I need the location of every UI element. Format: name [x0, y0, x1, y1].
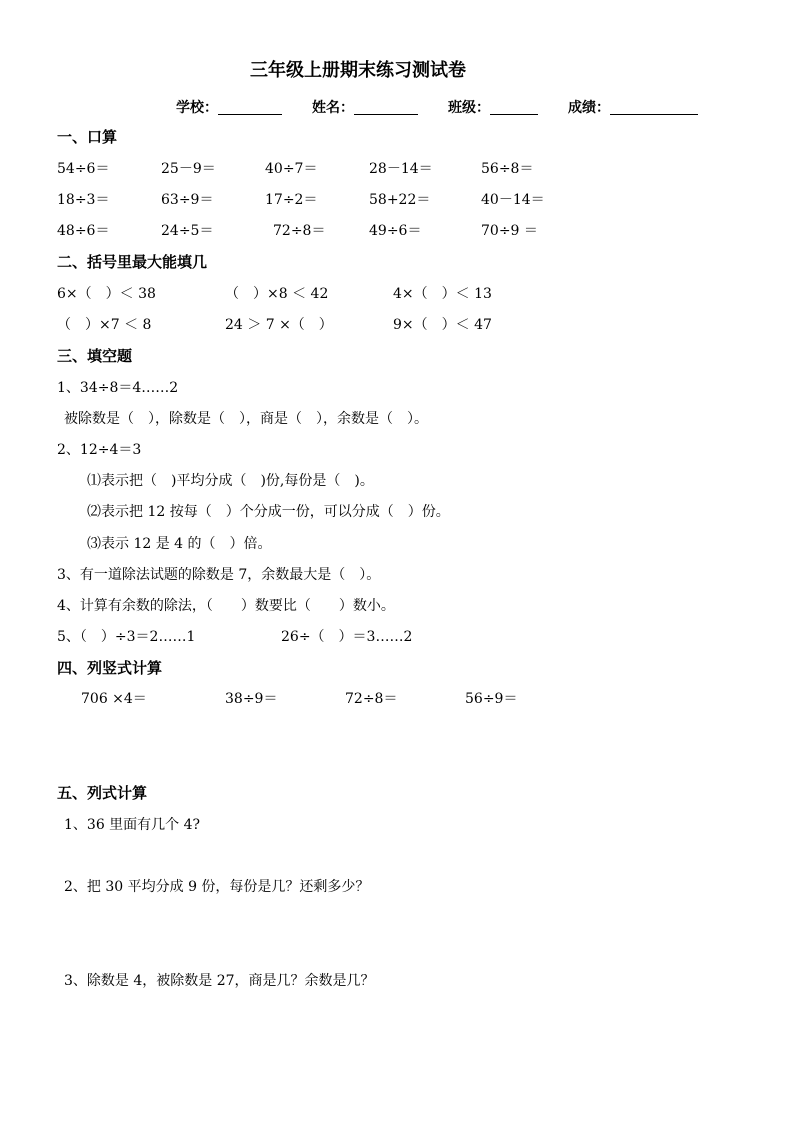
word-problem-1: 1、36 里面有几个 4? — [64, 817, 201, 833]
mental-math-item: 48÷6＝ — [57, 223, 110, 239]
mental-math-item: 25－9＝ — [161, 161, 216, 177]
school-label: 学校： — [176, 100, 218, 116]
mental-math-item: 40－14＝ — [481, 192, 545, 208]
max-fill-item: （ ）×8 ＜ 42 — [225, 286, 329, 302]
vertical-calc-item: 72÷8＝ — [345, 691, 398, 707]
fill-question-2a: ⑴表示把（ )平均分成（ )份,每份是（ )。 — [87, 473, 374, 489]
score-blank[interactable] — [610, 100, 698, 115]
mental-math-item: 72÷8＝ — [273, 223, 326, 239]
school-blank[interactable] — [218, 100, 282, 115]
section-2-heading: 二、括号里最大能填几 — [57, 253, 208, 271]
class-label: 班级： — [448, 100, 490, 116]
fill-question-2c: ⑶表示 12 是 4 的（ ）倍。 — [87, 536, 272, 552]
word-problem-2: 2、把 30 平均分成 9 份，每份是几？还剩多少？ — [64, 879, 370, 895]
vertical-calc-item: 38÷9＝ — [225, 691, 278, 707]
name-blank[interactable] — [354, 100, 418, 115]
max-fill-item: 4×（ ）＜ 13 — [393, 286, 492, 302]
section-4-heading: 四、列竖式计算 — [57, 659, 163, 677]
mental-math-item: 58+22＝ — [369, 192, 431, 208]
word-problem-3: 3、除数是 4，被除数是 27，商是几？余数是几？ — [64, 973, 375, 989]
fill-question-2: 2、12÷4＝3 — [57, 442, 142, 458]
score-field — [568, 100, 698, 115]
fill-question-1: 1、34÷8＝4……2 — [57, 380, 179, 396]
name-field — [312, 100, 418, 115]
section-3-heading: 三、填空题 — [57, 347, 133, 365]
page-title: 三年级上册期末练习测试卷 — [250, 60, 466, 81]
class-blank[interactable] — [490, 100, 538, 115]
mental-math-item: 40÷7＝ — [265, 161, 318, 177]
mental-math-item: 70÷9 ＝ — [481, 223, 538, 239]
max-fill-item: （ ）×7 ＜ 8 — [57, 317, 152, 333]
mental-math-item: 17÷2＝ — [265, 192, 318, 208]
fill-question-5b: 26÷（ ）＝3……2 — [281, 629, 413, 645]
fill-question-4: 4、计算有余数的除法，（ ）数要比（ ）数小。 — [57, 598, 395, 614]
max-fill-item: 24 ＞ 7 ×（ ） — [225, 317, 333, 333]
mental-math-item: 54÷6＝ — [57, 161, 110, 177]
vertical-calc-item: 706 ×4＝ — [81, 691, 147, 707]
school-field — [176, 100, 282, 115]
max-fill-item: 9×（ ）＜ 47 — [393, 317, 492, 333]
name-label: 姓名： — [312, 100, 354, 116]
mental-math-item: 18÷3＝ — [57, 192, 110, 208]
fill-question-3: 3、有一道除法试题的除数是 7，余数最大是（ ）。 — [57, 567, 381, 583]
mental-math-item: 63÷9＝ — [161, 192, 214, 208]
fill-question-5a: 5、（ ）÷3＝2……1 — [57, 629, 196, 645]
fill-question-1-detail: 被除数是（ ），除数是（ ），商是（ ），余数是（ ）。 — [64, 411, 428, 427]
mental-math-item: 49÷6＝ — [369, 223, 422, 239]
vertical-calc-item: 56÷9＝ — [465, 691, 518, 707]
fill-question-2b: ⑵表示把 12 按每（ ）个分成一份，可以分成（ ）份。 — [87, 504, 450, 520]
section-1-heading: 一、口算 — [57, 128, 118, 146]
section-5-heading: 五、列式计算 — [57, 784, 148, 802]
mental-math-item: 56÷8＝ — [481, 161, 534, 177]
max-fill-item: 6×（ ）＜ 38 — [57, 286, 156, 302]
mental-math-item: 28－14＝ — [369, 161, 433, 177]
score-label: 成绩： — [568, 100, 610, 116]
mental-math-item: 24÷5＝ — [161, 223, 214, 239]
class-field — [448, 100, 538, 115]
